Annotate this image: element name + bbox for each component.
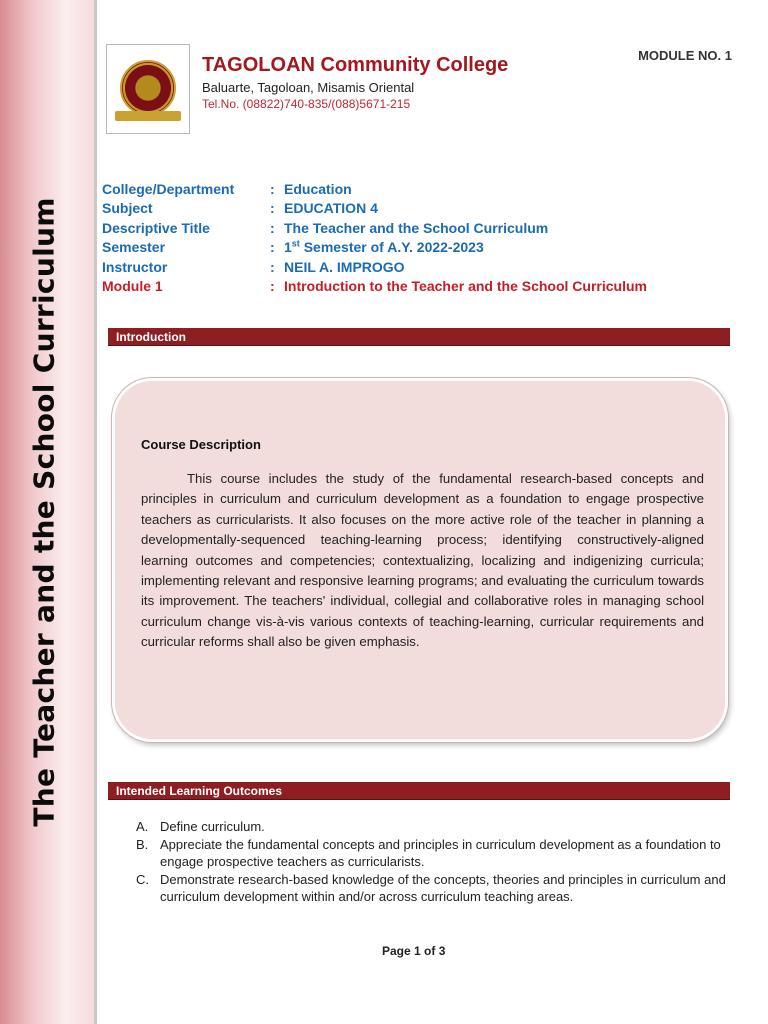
info-colon: : — [270, 219, 275, 236]
semester-ordinal: 1 — [284, 239, 292, 256]
info-value: EDUCATION 4 — [284, 200, 378, 217]
info-label: Descriptive Title — [102, 219, 210, 236]
info-label: College/Department — [102, 181, 235, 197]
page-current: 1 — [414, 944, 421, 958]
college-seal-icon — [120, 60, 176, 116]
list-item-text: Appreciate the fundamental concepts and principles in curriculum development as a foundation to engage prospective teachers as curricularists. — [160, 836, 721, 869]
course-info-table — [102, 180, 647, 296]
info-row-semester — [102, 238, 647, 257]
course-description-text: This course includes the study of the fundamental research-based concepts and principles in curriculum and curriculum development as a foundation to engage prospective teachers as curricularists. It also focuses on the more active role of the teacher in planning a developmentally-sequenced teaching-learning process; identifying constructively-aligned learning outcomes and competencies; contextualizing, localizing and indigenizing curricula; implementing relevant and responsive learning programs; and evaluating the curriculum towards its improvement. The teachers' individual, collegial and collaborative roles in managing school curriculum change vis-à-vis various contexts of teaching-learning, curricular requirements and curricular reforms shall also be given emphasis. — [141, 471, 704, 650]
list-item — [136, 818, 728, 836]
college-logo — [106, 44, 190, 134]
section-header-learning-outcomes: Intended Learning Outcomes — [108, 782, 730, 800]
info-value: The Teacher and the School Curriculum — [284, 219, 549, 236]
list-item — [136, 871, 728, 906]
info-row-subject — [102, 199, 647, 218]
info-value — [284, 238, 647, 257]
list-marker: A. — [136, 819, 149, 834]
page-number — [382, 944, 445, 958]
info-row-module — [102, 277, 647, 296]
list-marker: B. — [136, 836, 149, 852]
college-address: Baluarte, Tagoloan, Misamis Oriental — [202, 80, 415, 95]
info-colon: : — [270, 200, 275, 217]
semester-text: Semester of A.Y. 2022-2023 — [299, 239, 484, 256]
page-word: Page — [382, 944, 415, 958]
course-description-card — [112, 378, 728, 742]
info-row-instructor — [102, 258, 647, 277]
info-row-college — [102, 180, 647, 199]
semester-ordinal-suffix: st — [291, 238, 300, 249]
list-item-text: Define curriculum. — [160, 819, 265, 834]
module-number: MODULE NO. 1 — [638, 48, 732, 63]
college-name: TAGOLOAN Community College — [202, 54, 509, 76]
info-value: Education — [284, 181, 352, 197]
list-item-text: Demonstrate research-based knowledge of the concepts, theories and principles in curriculum and curriculum development within and/or across curriculum teaching areas. — [160, 871, 726, 904]
learning-outcomes-list — [136, 818, 728, 906]
info-label: Semester — [102, 239, 166, 256]
list-marker: C. — [136, 871, 149, 887]
page-of-word: of — [420, 944, 439, 958]
info-colon: : — [270, 239, 275, 256]
course-description-heading: Course Description — [141, 437, 261, 452]
info-label: Module 1 — [102, 278, 163, 295]
info-value: NEIL A. IMPROGO — [284, 258, 405, 275]
page-total: 3 — [438, 944, 446, 958]
info-colon: : — [270, 258, 275, 275]
college-telephone: Tel.No. (08822)740-835/(088)5671-215 — [202, 97, 411, 111]
info-label: Subject — [102, 200, 153, 217]
info-colon: : — [270, 278, 275, 295]
info-colon: : — [270, 181, 275, 197]
list-item — [136, 836, 728, 871]
side-title: The Teacher and the School Curriculum — [27, 197, 61, 827]
info-value: Introduction to the Teacher and the School Curriculum — [284, 278, 647, 295]
info-row-title — [102, 219, 647, 238]
section-header-introduction: Introduction — [108, 328, 730, 346]
seal-ribbon — [115, 111, 181, 121]
side-divider — [94, 0, 97, 1024]
info-label: Instructor — [102, 258, 168, 275]
